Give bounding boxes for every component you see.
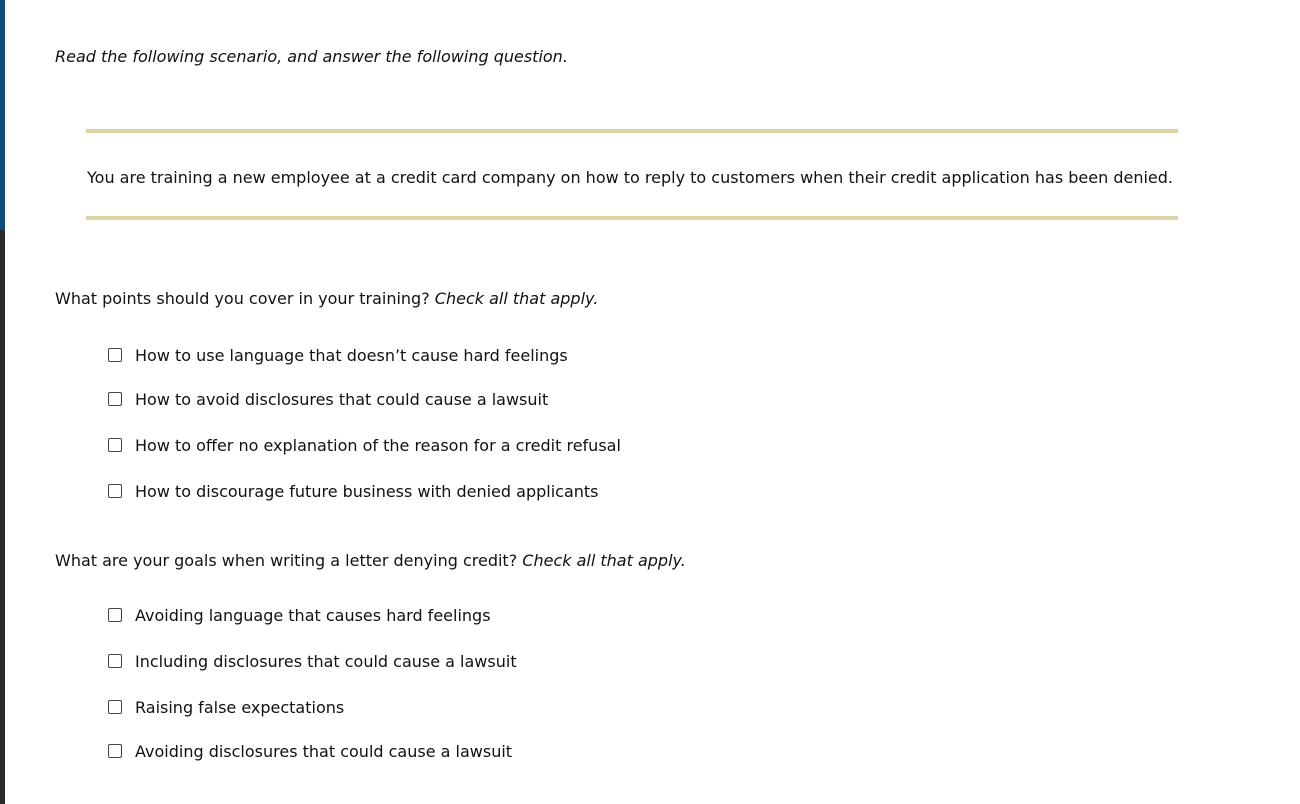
q1-option-1-label[interactable]: How to use language that doesn’t cause hard feelings bbox=[135, 345, 568, 365]
q2-option-2-label[interactable]: Including disclosures that could cause a lawsuit bbox=[135, 651, 517, 671]
q1-option-1[interactable] bbox=[108, 345, 568, 365]
q2-option-3-label[interactable]: Raising false expectations bbox=[135, 697, 345, 717]
q1-option-3[interactable] bbox=[108, 435, 621, 455]
checkbox-icon[interactable] bbox=[108, 700, 122, 714]
q1-option-2[interactable] bbox=[108, 389, 548, 409]
question-1-text: What points should you cover in your training? bbox=[55, 289, 430, 308]
q2-option-3[interactable] bbox=[108, 697, 344, 717]
q2-option-1-label[interactable]: Avoiding language that causes hard feelings bbox=[135, 605, 491, 625]
q2-option-1[interactable] bbox=[108, 605, 491, 625]
q1-option-4[interactable] bbox=[108, 481, 599, 501]
checkbox-icon[interactable] bbox=[108, 392, 122, 406]
q2-option-4[interactable] bbox=[108, 741, 512, 761]
question-2-text: What are your goals when writing a letter denying credit? bbox=[55, 551, 518, 570]
q1-option-4-label[interactable]: How to discourage future business with denied applicants bbox=[135, 481, 599, 501]
checkbox-icon[interactable] bbox=[108, 744, 122, 758]
left-edge-bar bbox=[0, 0, 5, 804]
question-2-hint: Check all that apply. bbox=[522, 551, 686, 570]
q1-option-2-label[interactable]: How to avoid disclosures that could cause a lawsuit bbox=[135, 389, 549, 409]
question-2-prompt bbox=[55, 551, 686, 570]
checkbox-icon[interactable] bbox=[108, 654, 122, 668]
checkbox-icon[interactable] bbox=[108, 348, 122, 362]
instruction-text: Read the following scenario, and answer the following question. bbox=[55, 47, 568, 66]
q1-option-3-label[interactable]: How to offer no explanation of the reason for a credit refusal bbox=[135, 435, 621, 455]
checkbox-icon[interactable] bbox=[108, 438, 122, 452]
checkbox-icon[interactable] bbox=[108, 608, 122, 622]
question-1-prompt bbox=[55, 289, 598, 308]
checkbox-icon[interactable] bbox=[108, 484, 122, 498]
q2-option-2[interactable] bbox=[108, 651, 517, 671]
scenario-text: You are training a new employee at a credit card company on how to reply to customers when their credit application has been denied. bbox=[87, 168, 1174, 187]
q2-option-4-label[interactable]: Avoiding disclosures that could cause a lawsuit bbox=[135, 741, 513, 761]
scenario-box bbox=[86, 129, 1178, 220]
question-1-hint: Check all that apply. bbox=[434, 289, 599, 308]
